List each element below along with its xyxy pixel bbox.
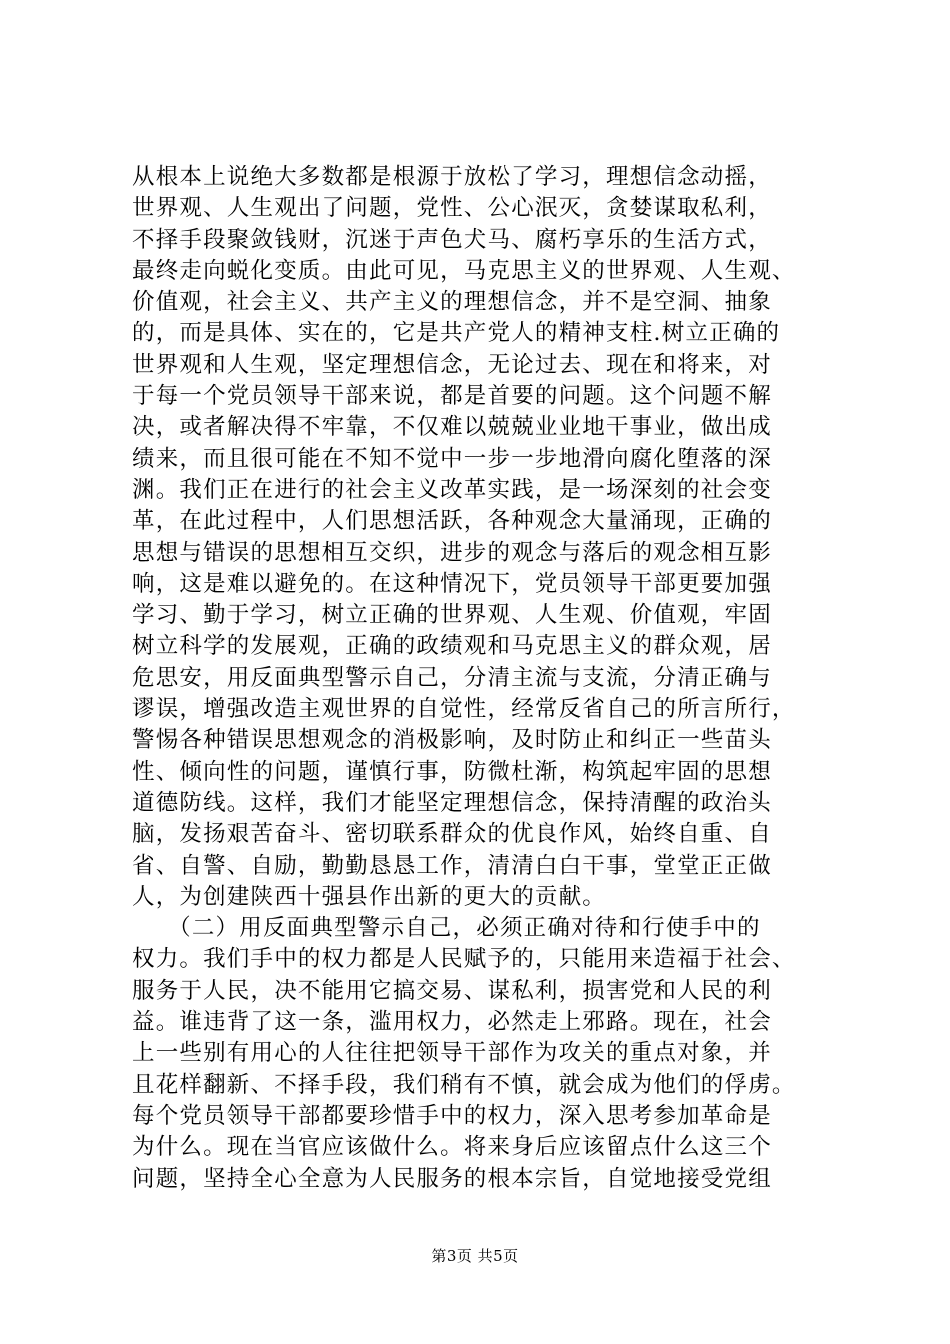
body-text [132, 162, 832, 1195]
text-line: 思想与错误的思想相互交织，进步的观念与落后的观念相互影 [132, 539, 772, 566]
text-line: 世界观和人生观，坚定理想信念，无论过去、现在和将来，对 [132, 351, 772, 378]
text-line: 省、自警、自励，勤勤恳恳工作，清清白白干事，堂堂正正做 [132, 852, 772, 879]
text-line: 决，或者解决得不牢靠，不仅难以兢兢业业地干事业，做出成 [132, 414, 772, 441]
text-line: 且花样翻新、不择手段，我们稍有不慎，就会成为他们的俘虏。 [132, 1071, 796, 1098]
text-line: 从根本上说绝大多数都是根源于放松了学习，理想信念动摇， [132, 164, 772, 190]
text-line: 问题，坚持全心全意为人民服务的根本宗旨，自觉地接受党组 [132, 1165, 772, 1192]
text-line: 响，这是难以避免的。在这种情况下，党员领导干部更要加强 [132, 570, 772, 597]
text-line: 学习、勤于学习，树立正确的世界观、人生观、价值观，牢固 [132, 602, 772, 629]
text-line: 人，为创建陕西十强县作出新的更大的贡献。 [132, 883, 607, 910]
text-line: 权力。我们手中的权力都是人民赋予的，只能用来造福于社会、 [132, 946, 796, 973]
text-line: 的，而是具体、实在的，它是共产党人的精神支柱.树立正确的 [132, 320, 781, 347]
text-line: 树立科学的发展观，正确的政绩观和马克思主义的群众观，居 [132, 633, 772, 660]
text-line: 益。谁违背了这一条，滥用权力，必然走上邪路。现在，社会 [132, 1009, 772, 1036]
text-line: 价值观，社会主义、共产主义的理想信念，并不是空洞、抽象 [132, 289, 772, 316]
text-line: 渊。我们正在进行的社会主义改革实践，是一场深刻的社会变 [132, 476, 772, 503]
text-line: 脑，发扬艰苦奋斗、密切联系群众的优良作风，始终自重、自 [132, 821, 772, 848]
page-footer [0, 1246, 950, 1266]
text-line: 世界观、人生观出了问题，党性、公心泯灭，贪婪谋取私利， [132, 195, 772, 222]
text-line: 危思安，用反面典型警示自己，分清主流与支流，分清正确与 [132, 664, 772, 691]
text-line: 革，在此过程中，人们思想活跃，各种观念大量涌现，正确的 [132, 508, 772, 535]
text-line: 谬误，增强改造主观世界的自觉性，经常反省自己的所言所行， [132, 696, 796, 723]
text-line: 最终走向蜕化变质。由此可见，马克思主义的世界观、人生观、 [132, 257, 796, 284]
text-line: 上一些别有用心的人往往把领导干部作为攻关的重点对象，并 [132, 1040, 772, 1067]
text-line: 道德防线。这样，我们才能坚定理想信念，保持清醒的政治头 [132, 789, 772, 816]
text-line: 警惕各种错误思想观念的消极影响，及时防止和纠正一些苗头 [132, 727, 772, 754]
text-line: 于每一个党员领导干部来说，都是首要的问题。这个问题不解 [132, 383, 772, 410]
page-number-label: 第3页 共5页 [431, 1247, 519, 1265]
text-line: 服务于人民，决不能用它搞交易、谋私利，损害党和人民的利 [132, 977, 772, 1004]
text-line: 性、倾向性的问题，谨慎行事，防微杜渐，构筑起牢固的思想 [132, 758, 772, 785]
text-line: 每个党员领导干部都要珍惜手中的权力，深入思考参加革命是 [132, 1102, 772, 1129]
text-line: 不择手段聚敛钱财，沉迷于声色犬马、腐朽享乐的生活方式， [132, 226, 772, 253]
text-line: （二）用反面典型警示自己，必须正确对待和行使手中的 [132, 915, 761, 942]
text-line: 为什么。现在当官应该做什么。将来身后应该留点什么这三个 [132, 1134, 772, 1161]
text-line: 绩来，而且很可能在不知不觉中一步一步地滑向腐化堕落的深 [132, 445, 772, 472]
